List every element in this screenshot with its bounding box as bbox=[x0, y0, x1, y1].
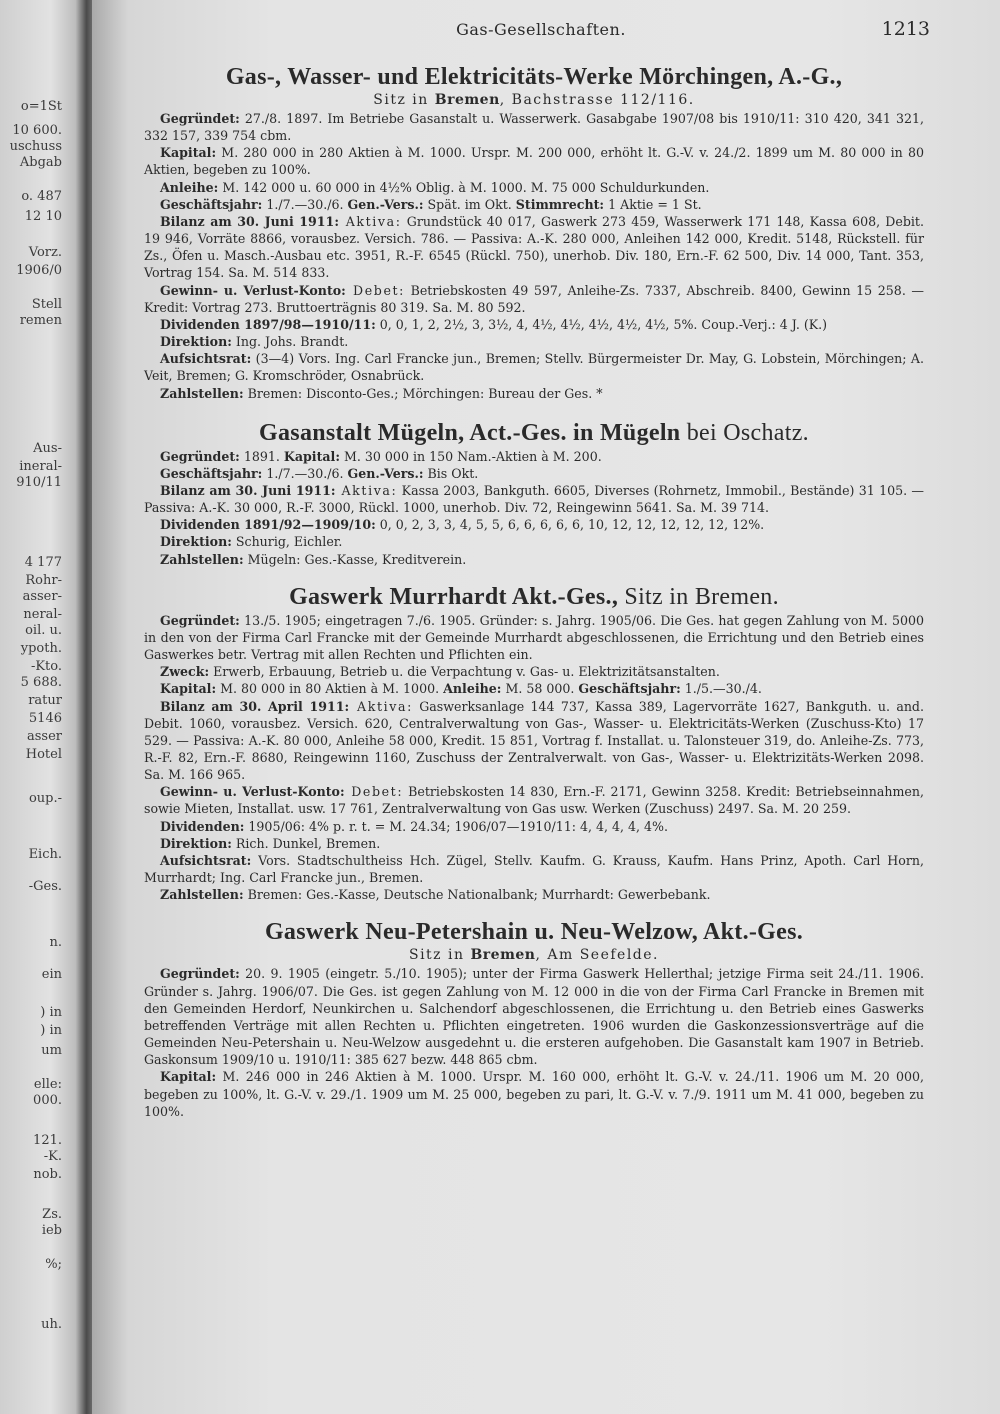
entry-label: Aufsichtsrat: bbox=[160, 351, 252, 367]
gutter-text-fragment: -K. bbox=[43, 1149, 62, 1164]
gutter-text-fragment: ieb bbox=[41, 1223, 62, 1238]
gutter-text-fragment: o=1St bbox=[20, 99, 62, 114]
entry-label: Zahlstellen: bbox=[160, 887, 244, 903]
entry-label: Bilanz am 30. Juni 1911: bbox=[160, 213, 339, 229]
entry-paragraph bbox=[144, 196, 924, 213]
page-number: 1213 bbox=[881, 18, 930, 40]
entry-text: 1./7.—30./6. bbox=[262, 196, 348, 212]
entry-text: Bis Okt. bbox=[423, 465, 479, 481]
gutter-text-fragment: elle: bbox=[33, 1077, 62, 1092]
entry-label: Zahlstellen: bbox=[160, 385, 244, 401]
entry-label: Direktion: bbox=[160, 534, 232, 550]
entry-paragraph bbox=[144, 144, 924, 178]
gutter-text-fragment: 5 688. bbox=[20, 675, 62, 690]
entry-paragraph bbox=[144, 533, 924, 550]
gutter-text-fragment: 5146 bbox=[28, 711, 62, 726]
entry-paragraph bbox=[144, 698, 924, 784]
entry-paragraph bbox=[144, 482, 924, 516]
gutter-text-fragment: 10 600. bbox=[12, 123, 62, 138]
gutter-text-fragment: remen bbox=[19, 313, 62, 328]
gutter-text-fragment: asser bbox=[26, 729, 62, 744]
gutter-text-fragment: oup.- bbox=[28, 791, 62, 806]
entry-label: Anleihe: bbox=[160, 179, 219, 195]
entry-label: Geschäftsjahr: bbox=[578, 681, 681, 697]
entry-spaced-label: Aktiva: bbox=[338, 213, 402, 229]
company-name: Gaswerk Murrhardt Akt.-Ges., Sitz in Bremen. bbox=[289, 583, 779, 610]
entry-text: 13./5. 1905; eingetragen 7./6. 1905. Gründer: s. Jahrg. 1905/06. Die Ges. hat gegen Zahlung von M. 5000 in den von der Firma Carl Francke mit der Gemeinde Murrhardt abgeschlossenen, die Errichtung und den Betrieb eines Gaswerkes betr. Vertrag mit allen Rechten und Pflichten ein. bbox=[144, 612, 924, 663]
gutter-text-fragment: Vorz. bbox=[28, 245, 62, 260]
entry-paragraph bbox=[144, 1068, 924, 1119]
company-name: Gasanstalt Mügeln, Act.-Ges. in Mügeln bei Oschatz. bbox=[259, 419, 809, 446]
gutter-text-fragment: uschuss bbox=[9, 139, 62, 154]
entry-text: Schurig, Eichler. bbox=[231, 534, 343, 550]
entry-label: Gegründet: bbox=[160, 111, 240, 126]
gutter-text-fragment: Aus- bbox=[33, 441, 62, 456]
entry-label: Kapital: bbox=[160, 681, 217, 697]
entry-label: Geschäftsjahr: bbox=[160, 196, 263, 212]
entry-text: M. 280 000 in 280 Aktien à M. 1000. Urspr. M. 200 000, erhöht lt. G.-V. v. 24./2. 1899 um M. 80 000 in 80 Aktien, begeben zu 100%. bbox=[144, 145, 924, 178]
entry-paragraph bbox=[144, 783, 924, 817]
company-entry bbox=[144, 582, 924, 904]
entry-label: Gewinn- u. Verlust-Konto: bbox=[160, 784, 345, 800]
entry-text: M. 30 000 in 150 Nam.-Aktien à M. 200. bbox=[339, 448, 602, 464]
entry-text: Vors. Stadtschultheiss Hch. Zügel, Stellv. Kaufm. G. Krauss, Kaufm. Hans Prinz, Apoth. Carl Horn, Murrhardt; Ing. Carl Francke jun., Bremen. bbox=[144, 852, 924, 886]
entry-spaced-label: Debet: bbox=[345, 282, 405, 298]
entry-paragraph bbox=[144, 965, 924, 1068]
page bbox=[92, 0, 1000, 1414]
gutter-text-fragment: 12 10 bbox=[24, 209, 62, 224]
entry-text: Rich. Dunkel, Bremen. bbox=[231, 835, 381, 851]
entry-text: Mügeln: Ges.-Kasse, Kreditverein. bbox=[243, 551, 467, 567]
entry-paragraph bbox=[144, 448, 924, 465]
page-header bbox=[152, 20, 930, 50]
entry-text: 27./8. 1897. Im Betriebe Gasanstalt u. Wasserwerk. Gasabgabe 1907/08 bis 1910/11: 310 420, 341 321, 332 157, 339 754 cbm. bbox=[144, 111, 924, 144]
entry-text: Grundstück 40 017, Gaswerk 273 459, Wasserwerk 171 148, Kassa 608, Debit. 19 946, Vorräte 8866, vorausbez. Versich. 786. — Passiva: A.-K. 280 000, Anleihen 142 000, Kredit. 5148, Rückstell. für Zs., Öfen u. Masch.-Ausbau etc. 3951, R.-F. 6545 (Rückl. 750), unerhob. Div. 180, Ern.-F. 62 500, Div. 14 000, Tant. 353, Vortrag 154. Sa. M. 514 833. bbox=[144, 213, 924, 281]
gutter-text-fragment: 910/11 bbox=[16, 475, 62, 490]
entry-text: Betriebskosten 14 830, Ern.-F. 2171, Gewinn 3258. Kredit: Betriebseinnahmen, sowie Mieten, Installat. usw. 17 761, Zentralverwaltung von Gas usw. Werken (Zuschuss) 2497. Sa. M. 20 259. bbox=[144, 784, 925, 817]
gutter-text-fragment: 1906/0 bbox=[16, 263, 62, 278]
entry-text: 20. 9. 1905 (eingetr. 5./10. 1905); unter der Firma Gaswerk Hellerthal; jetzige Firma seit 24./11. 1906. Gründer s. Jahrg. 1906/07. Die Ges. ist gegen Zahlung von M. 12 000 in die von der Firma Carl Francke in Bremen mit den Gemeinden Herdorf, Neunkirchen u. Salchendorf abgeschlossenen, die Errichtung u. den Betrieb eines Gaswerks betreffenden Verträge mit allen Rechten u. Pflichten eingetreten. 1906 wurden die Gaskonzessionsverträge auf die Gemeinden Neu-Petershain u. Neu-Welzow ausgedehnt u. die ersteren aufgehoben. Die Gasanstalt kam 1907 in Betrieb. Gaskonsum 1909/10 u. 1910/11: 385 627 bezw. 448 865 cbm. bbox=[144, 966, 924, 1068]
entry-text: 1./5.—30./4. bbox=[680, 681, 762, 697]
entry-text: Ing. Johs. Brandt. bbox=[231, 334, 349, 350]
entry-label: Gen.-Vers.: bbox=[347, 196, 424, 212]
gutter-text-fragment: ein bbox=[41, 967, 62, 982]
entry-paragraph bbox=[144, 350, 924, 384]
gutter-text-fragment: ineral- bbox=[19, 459, 62, 474]
entry-text: 1 Aktie = 1 St. bbox=[604, 196, 702, 212]
entry-label: Dividenden 1897/98—1910/11: bbox=[160, 316, 376, 332]
entry-paragraph bbox=[144, 110, 924, 144]
entry-paragraph bbox=[144, 663, 924, 680]
gutter-text-fragment: 121. bbox=[33, 1133, 62, 1148]
entry-text: M. 142 000 u. 60 000 in 4½% Oblig. à M. 1000. M. 75 000 Schuldurkunden. bbox=[218, 179, 710, 195]
company-name: Gas-, Wasser- und Elektricitäts-Werke Mörchingen, A.-G., bbox=[225, 64, 843, 90]
gutter-text-fragment: neral- bbox=[23, 607, 62, 622]
entry-paragraph bbox=[144, 465, 924, 482]
entry-label: Anleihe: bbox=[443, 681, 502, 697]
company-entry bbox=[144, 418, 924, 568]
gutter-text-fragment: n. bbox=[49, 935, 62, 950]
gutter-text-fragment: ratur bbox=[28, 693, 62, 708]
entry-text: 1905/06: 4% p. r. t. = M. 24.34; 1906/07—1910/11: 4, 4, 4, 4, 4%. bbox=[244, 818, 669, 834]
entry-paragraph bbox=[144, 852, 924, 886]
gutter-text-fragment: ) in bbox=[40, 1023, 62, 1038]
entry-paragraph bbox=[144, 886, 924, 903]
gutter-text-fragment: ypoth. bbox=[20, 641, 62, 656]
entry-paragraph bbox=[144, 612, 924, 663]
entry-paragraph bbox=[144, 818, 924, 835]
entry-label: Aufsichtsrat: bbox=[160, 852, 252, 868]
gutter-text-fragment: asser- bbox=[22, 589, 62, 604]
company-name-suffix: Sitz in Bremen. bbox=[618, 583, 779, 610]
entry-text: M. 80 000 in 80 Aktien à M. 1000. bbox=[216, 681, 444, 697]
entry-label: Gewinn- u. Verlust-Konto: bbox=[160, 282, 346, 298]
adjacent-page-edge bbox=[0, 0, 92, 1414]
entry-spaced-label: Debet: bbox=[344, 784, 404, 800]
entry-spaced-label: Aktiva: bbox=[349, 698, 413, 714]
entry-paragraph bbox=[144, 316, 924, 333]
entry-paragraph bbox=[144, 551, 924, 568]
gutter-text-fragment: -Kto. bbox=[30, 659, 62, 674]
gutter-text-fragment: Eich. bbox=[28, 847, 62, 862]
entry-label: Bilanz am 30. Juni 1911: bbox=[160, 482, 336, 498]
entry-text: 0, 0, 2, 3, 3, 4, 5, 5, 6, 6, 6, 6, 6, 10, 12, 12, 12, 12, 12, 12%. bbox=[375, 517, 765, 533]
entry-text: Bremen: Disconto-Ges.; Mörchingen: Bureau der Ges. * bbox=[243, 385, 603, 401]
entry-paragraph bbox=[144, 516, 924, 533]
gutter-text-fragment: Zs. bbox=[42, 1207, 62, 1222]
gutter-text-fragment: nob. bbox=[33, 1167, 62, 1182]
entry-label: Direktion: bbox=[160, 835, 232, 851]
entry-label: Gegründet: bbox=[160, 448, 240, 464]
gutter-text-fragment: 4 177 bbox=[24, 555, 62, 570]
entry-text: (3—4) Vors. Ing. Carl Francke jun., Bremen; Stellv. Bürgermeister Dr. May, G. Lobstein, Mörchingen; A. Veit, Bremen; G. Kromschröder, Osnabrück. bbox=[144, 351, 924, 384]
entry-paragraph bbox=[144, 680, 924, 697]
company-entry bbox=[144, 917, 924, 1119]
gutter-text-fragment: Abgab bbox=[19, 155, 62, 170]
gutter-text-fragment: o. 487 bbox=[21, 189, 62, 204]
entry-label: Stimmrecht: bbox=[515, 196, 605, 212]
entry-spaced-label: Aktiva: bbox=[335, 482, 398, 498]
entry-label: Direktion: bbox=[160, 334, 232, 350]
entry-label: Gegründet: bbox=[160, 966, 240, 982]
entry-label: Zahlstellen: bbox=[160, 551, 244, 567]
company-entry bbox=[144, 62, 924, 402]
entry-label: Zweck: bbox=[160, 664, 210, 680]
entry-paragraph bbox=[144, 179, 924, 196]
entry-text: Erwerb, Erbauung, Betrieb u. die Verpachtung v. Gas- u. Elektrizitätsanstalten. bbox=[209, 664, 720, 680]
company-seat: Sitz in Bremen, Bachstrasse 112/116. bbox=[373, 92, 695, 108]
entry-text: Bremen: Ges.-Kasse, Deutsche Nationalbank; Murrhardt: Gewerbebank. bbox=[243, 887, 711, 903]
entry-label: Dividenden 1891/92—1909/10: bbox=[160, 517, 376, 533]
entry-label: Kapital: bbox=[160, 145, 217, 161]
entry-text: 1./7.—30./6. bbox=[262, 465, 348, 481]
entry-paragraph bbox=[144, 835, 924, 852]
entry-paragraph bbox=[144, 333, 924, 350]
entry-label: Geschäftsjahr: bbox=[160, 465, 263, 481]
seat-city: Bremen bbox=[434, 92, 500, 108]
entry-label: Kapital: bbox=[160, 1069, 217, 1085]
gutter-text-fragment: ) in bbox=[40, 1005, 62, 1020]
running-title: Gas-Gesellschaften. bbox=[456, 20, 626, 39]
entry-text: Gaswerksanlage 144 737, Kassa 389, Lagervorräte 1627, Bankguth. u. and. Debit. 1060, vorausbez. Versich. 620, Centralverwaltung von Gas-, Wasser- u. Elektricitäts-Werken (Zuschuss-Kto) 17 529. — Passiva: A.-K. 80 000, Anleihe 58 000, Kredit. 15 851, Vortrag f. Installat. u. Talonsteuer 319, do. Anleihe-Zs. 773, R.-F. 82, Ern.-F. 8680, Reingewinn 1160, Zuschuss der Zentralverwalt. von Gas-, Wasser- u. Elektrizitäts-Werken 2098. Sa. M. 166 965. bbox=[144, 698, 924, 783]
company-name-suffix: bei Oschatz. bbox=[680, 419, 809, 446]
gutter-text-fragment: uh. bbox=[41, 1317, 62, 1332]
company-name: Gaswerk Neu-Petershain u. Neu-Welzow, Akt.-Ges. bbox=[264, 919, 804, 946]
entry-text: Spät. im Okt. bbox=[423, 196, 516, 212]
entry-label: Dividenden: bbox=[160, 818, 245, 834]
entry-label: Kapital: bbox=[283, 448, 340, 464]
entry-label: Bilanz am 30. April 1911: bbox=[160, 698, 350, 714]
entry-label: Gen.-Vers.: bbox=[347, 465, 424, 481]
gutter-text-fragment: um bbox=[41, 1043, 62, 1058]
seat-city: Bremen bbox=[470, 947, 536, 964]
entry-text: Kassa 2003, Bankguth. 6605, Diverses (Rohrnetz, Immobil., Bestände) 31 105. — Passiva: A.-K. 30 000, R.-F. 3000, Rückl. 1000, unerhob. Div. 72, Reingewinn 5641. Sa. M. 39 714. bbox=[144, 482, 925, 516]
gutter-text-fragment: Stell bbox=[31, 297, 62, 312]
gutter-text-fragment: Hotel bbox=[25, 747, 62, 762]
entry-label: Gegründet: bbox=[160, 612, 240, 628]
entry-text: 1891. bbox=[239, 448, 284, 464]
gutter-text-fragment: 000. bbox=[33, 1093, 62, 1108]
company-seat: Sitz in Bremen, Am Seefelde. bbox=[408, 947, 660, 964]
gutter-text-fragment: %; bbox=[45, 1257, 62, 1272]
entry-text: 0, 0, 1, 2, 2½, 3, 3½, 4, 4½, 4½, 4½, 4½, 4½, 5%. Coup.-Verj.: 4 J. (K.) bbox=[375, 316, 828, 332]
entry-paragraph bbox=[144, 213, 924, 282]
entry-text: M. 246 000 in 246 Aktien à M. 1000. Urspr. M. 160 000, erhöht lt. G.-V. v. 24./11. 1906 um M. 20 000, begeben zu 100%, lt. G.-V. v. 29./1. 1909 um M. 25 000, begeben zu pari, lt. G.-V. v. 7./9. 1911 um M. 41 000, begeben zu 100%. bbox=[144, 1069, 924, 1119]
gutter-text-fragment: Rohr- bbox=[25, 573, 62, 588]
entry-paragraph bbox=[144, 282, 924, 316]
gutter-text-fragment: oil. u. bbox=[25, 623, 62, 638]
entry-text: Betriebskosten 49 597, Anleihe-Zs. 7337, Abschreib. 8400, Gewinn 15 258. — Kredit: Vortrag 273. Bruttoerträgnis 80 319. Sa. M. 80 592. bbox=[144, 282, 925, 315]
entry-text: M. 58 000. bbox=[501, 681, 579, 697]
gutter-text-fragment: -Ges. bbox=[28, 879, 62, 894]
page-content bbox=[144, 62, 924, 1134]
entry-paragraph bbox=[144, 385, 924, 402]
